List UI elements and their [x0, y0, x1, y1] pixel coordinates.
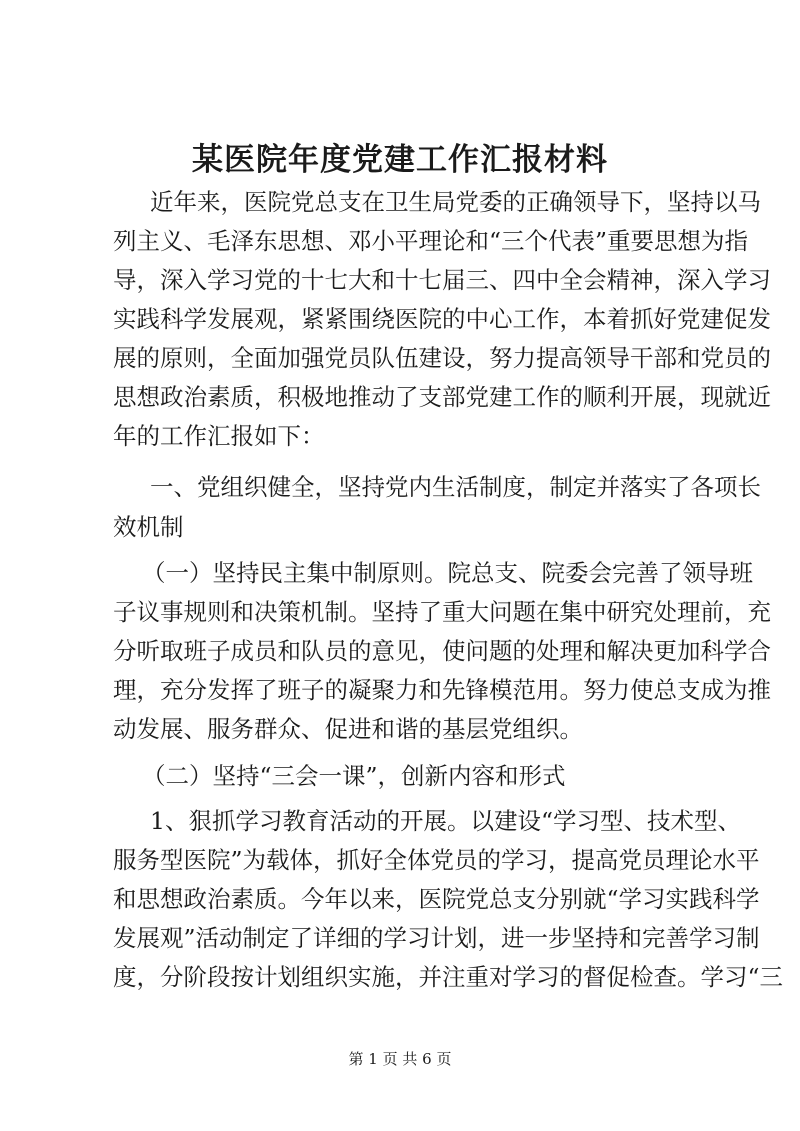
item-1-line-2: 服务型医院”为载体，抓好全体党员的学习，提高党员理论水平	[113, 846, 760, 874]
subsection-1-line-1: （一）坚持民主集中制原则。院总支、院委会完善了领导班	[142, 559, 753, 587]
section-heading-line-1: 一、党组织健全，坚持党内生活制度，制定并落实了各项长	[150, 473, 761, 501]
body-line-6: 思想政治素质，积极地推动了支部党建工作的顺利开展，现就近	[113, 383, 771, 411]
body-line-1: 近年来，医院党总支在卫生局党委的正确领导下，坚持以马	[150, 188, 761, 216]
body-line-5: 展的原则，全面加强党员队伍建设，努力提高领导干部和党员的	[113, 344, 771, 372]
section-heading-line-2: 效机制	[113, 513, 184, 541]
subsection-1-line-5: 动发展、服务群众、促进和谐的基层党组织。	[113, 715, 583, 743]
subsection-1-line-3: 分听取班子成员和队员的意见，使问题的处理和解决更加科学合	[113, 637, 771, 665]
item-1-line-4: 发展观”活动制定了详细的学习计划，进一步坚持和完善学习制	[113, 924, 760, 952]
item-1-line-1: 1、狠抓学习教育活动的开展。以建设“学习型、技术型、	[150, 807, 741, 835]
page-number-footer: 第 1 页 共 6 页	[348, 1050, 452, 1068]
item-1-line-3: 和思想政治素质。今年以来，医院党总支分别就“学习实践科学	[113, 885, 760, 913]
body-line-3: 导，深入学习党的十七大和十七届三、四中全会精神，深入学习	[113, 266, 771, 294]
subsection-2-heading: （二）坚持“三会一课”，创新内容和形式	[142, 762, 566, 790]
subsection-1-line-2: 子议事规则和决策机制。坚持了重大问题在集中研究处理前，充	[113, 598, 771, 626]
item-1-line-5: 度，分阶段按计划组织实施，并注重对学习的督促检查。学习“三	[113, 963, 784, 991]
body-line-7: 年的工作汇报如下：	[113, 422, 325, 450]
document-title: 某医院年度党建工作汇报材料	[192, 142, 608, 178]
subsection-1-line-4: 理，充分发挥了班子的凝聚力和先锋模范用。努力使总支成为推	[113, 676, 771, 704]
body-line-4: 实践科学发展观，紧紧围绕医院的中心工作，本着抓好党建促发	[113, 305, 771, 333]
body-line-2: 列主义、毛泽东思想、邓小平理论和“三个代表”重要思想为指	[113, 227, 749, 255]
